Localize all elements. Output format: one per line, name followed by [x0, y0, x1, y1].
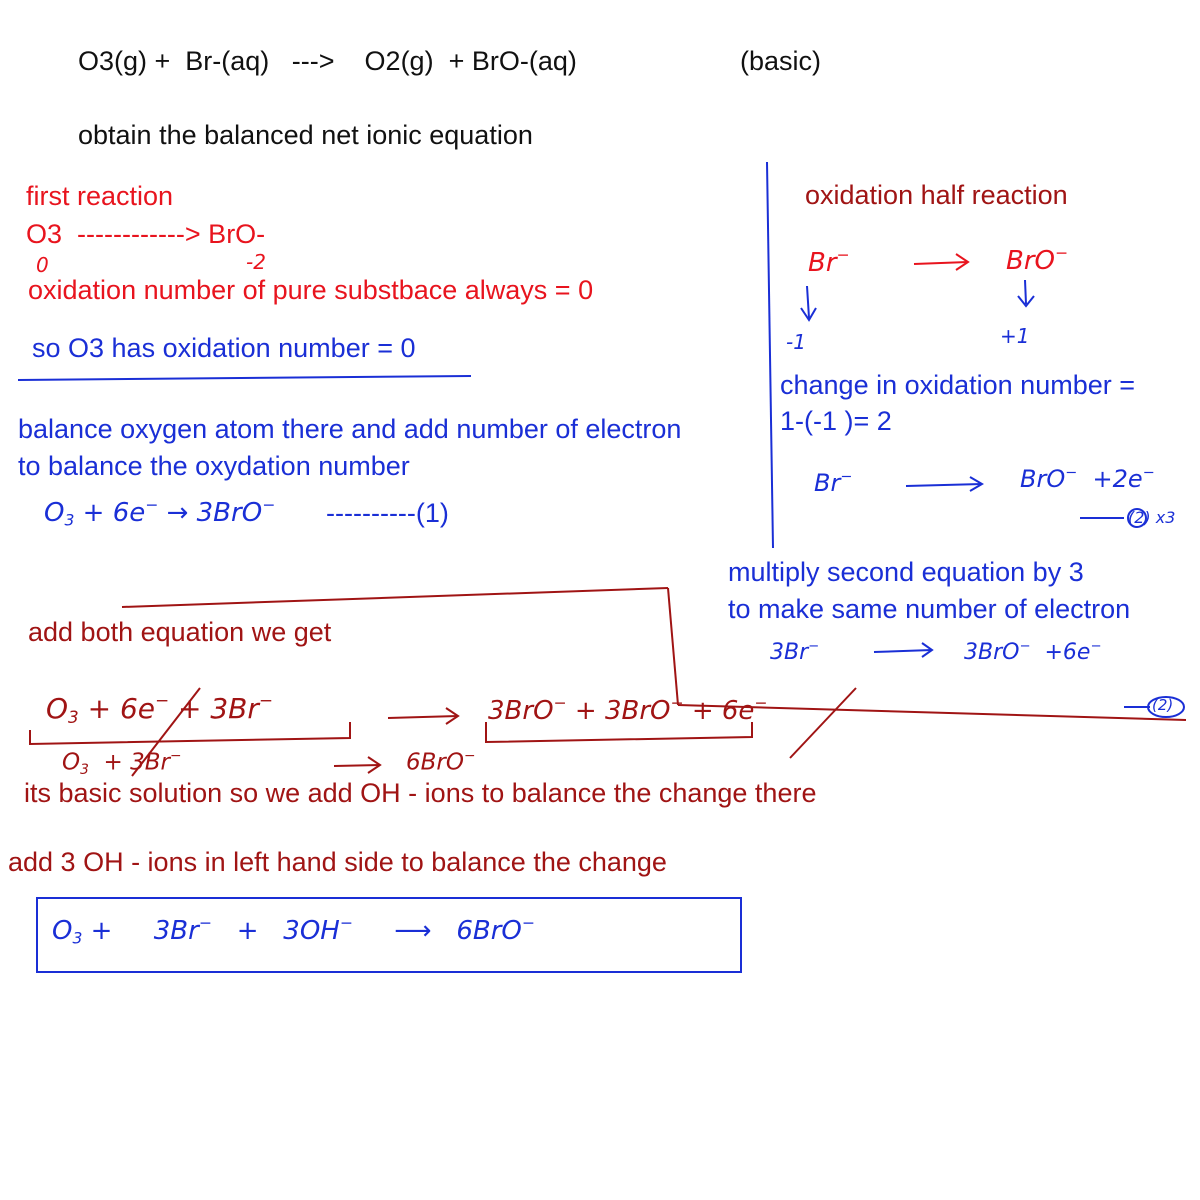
reduction-half-equation: $O_3 + 6e^- \to 3BrO^-$	[44, 496, 276, 530]
main-equation: O3(g) + Br-(aq) ---> O2(g) + BrO-(aq)	[78, 46, 577, 76]
oxidation-reactant: Br−	[808, 246, 850, 278]
multiplied-eq-left: 3Br−	[770, 639, 820, 666]
divider-line-left	[18, 376, 471, 380]
ox-number-bro-right: +1	[1000, 324, 1030, 348]
combined-eq-right: 3BrO− + 3BrO− + 6e−	[488, 694, 768, 726]
balance-instruction-1: balance oxygen atom there and add number of electron	[18, 414, 682, 444]
o3-oxidation-statement: so O3 has oxidation number = 0	[32, 333, 416, 363]
equation-mark-2: (2)	[1152, 696, 1174, 714]
simplified-eq-right: 6BrO−	[406, 748, 476, 776]
ox-number-o3: 0	[36, 253, 49, 277]
multiplied-eq-right: 3BrO− +6e−	[964, 639, 1102, 666]
equation-2-circle	[1128, 509, 1146, 527]
oxidation-half-title: oxidation half reaction	[805, 180, 1068, 210]
arrow-icon	[906, 477, 982, 491]
change-in-ox-1: change in oxidation number =	[780, 370, 1135, 400]
simplified-eq-left: $O_3 + 3Br^-$	[62, 748, 182, 778]
add-both-label: add both equation we get	[28, 617, 332, 647]
cancel-strokes	[132, 688, 856, 776]
condition-label: (basic)	[740, 46, 822, 76]
connector-lines	[122, 588, 1186, 720]
ox-number-bro: -2	[246, 250, 266, 274]
bracket-lines	[30, 722, 752, 744]
final-balanced-equation: $O_3$ + 3Br− + 3OH− ⟶ 6BrO−	[52, 914, 535, 948]
arrow-icon	[334, 708, 458, 773]
first-reaction-label: first reaction	[26, 181, 174, 211]
combined-eq-left: $O_3 + 6e^- + 3Br^-$	[46, 690, 273, 727]
pure-substance-rule: oxidation number of pure substbace always = 0	[28, 275, 594, 305]
oxidation-eq-right: BrO− +2e−	[1020, 465, 1155, 494]
instruction-text: obtain the balanced net ionic equation	[78, 120, 533, 150]
first-reaction-equation: O3 ------------> BrO-	[26, 219, 266, 249]
equation-mark-circle	[1148, 697, 1184, 717]
multiply-instruction-2: to make same number of electron	[728, 594, 1131, 624]
basic-solution-note: its basic solution so we add OH - ions to balance the change there	[24, 778, 817, 808]
vertical-divider	[767, 162, 773, 548]
change-in-ox-2: 1-(-1 )= 2	[780, 406, 892, 436]
final-answer-box	[37, 898, 741, 972]
equation-2-mark: (2) x3	[1128, 508, 1176, 527]
oxidation-eq-left: Br−	[814, 469, 853, 498]
oxidation-product: BrO−	[1006, 244, 1069, 276]
add-oh-instruction: add 3 OH - ions in left hand side to balance the change	[8, 847, 667, 877]
ox-number-br: -1	[786, 330, 806, 354]
arrow-icon	[914, 254, 968, 270]
arrow-icon	[874, 643, 932, 657]
multiply-instruction-1: multiply second equation by 3	[728, 557, 1084, 587]
balance-instruction-2: to balance the oxydation number	[18, 451, 410, 481]
down-arrow-icon	[801, 280, 1034, 320]
equation-1-label: ----------(1)	[326, 498, 449, 528]
